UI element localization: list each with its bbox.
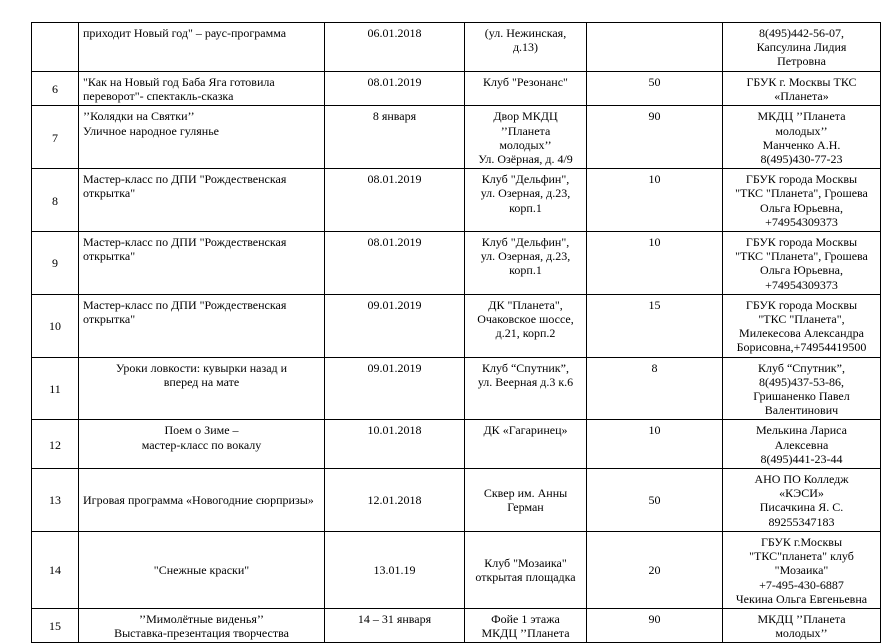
table-row [32, 531, 881, 608]
event-date: 09.01.2019 [325, 357, 465, 420]
event-title: Мастер-класс по ДПИ "Рождественская открытка" [79, 294, 325, 357]
participant-count: 50 [587, 469, 723, 532]
event-date: 09.01.2019 [325, 294, 465, 357]
table-row [32, 72, 881, 106]
event-place: Клуб "Резонанс" [465, 72, 587, 106]
organizer: МКДЦ ’’Планета молодых’’ [723, 608, 881, 642]
participant-count: 90 [587, 608, 723, 642]
event-date: 14 – 31 января [325, 608, 465, 642]
event-place: Клуб "Дельфин", ул. Озерная, д.23, корп.1 [465, 232, 587, 295]
table-row [32, 232, 881, 295]
event-place: Клуб "Мозаика" открытая площадка [465, 531, 587, 608]
row-number: 8 [32, 169, 79, 232]
event-title: ’’Колядки на Святки’’ Уличное народное гулянье [79, 106, 325, 169]
event-place: Двор МКДЦ ’’Планета молодых’’ Ул. Озёрная, д. 4/9 [465, 106, 587, 169]
document-page [31, 22, 881, 643]
table-row [32, 23, 881, 72]
row-number: 11 [32, 357, 79, 420]
participant-count: 10 [587, 232, 723, 295]
event-place: Клуб “Спутник”, ул. Веерная д.3 к.6 [465, 357, 587, 420]
table-row [32, 294, 881, 357]
organizer: АНО ПО Колледж «КЭСИ» Писачкина Я. С. 89255347183 [723, 469, 881, 532]
events-table [31, 22, 881, 643]
organizer: ГБУК г. Москвы ТКС «Планета» [723, 72, 881, 106]
row-number: 14 [32, 531, 79, 608]
event-title: Мастер-класс по ДПИ "Рождественская открытка" [79, 232, 325, 295]
participant-count: 15 [587, 294, 723, 357]
event-place: Фойе 1 этажа МКДЦ ’’Планета [465, 608, 587, 642]
row-number: 12 [32, 420, 79, 469]
event-date: 8 января [325, 106, 465, 169]
event-date: 13.01.19 [325, 531, 465, 608]
event-title: приходит Новый год" – раус-программа [79, 23, 325, 72]
row-number: 15 [32, 608, 79, 642]
table-row [32, 420, 881, 469]
organizer: ГБУК города Москвы "ТКС "Планета", Милекесова Александра Борисовна,+74954419500 [723, 294, 881, 357]
organizer: ГБУК г.Москвы "ТКС"планета" клуб "Мозаика" +7-495-430-6887 Чекина Ольга Евгеньевна [723, 531, 881, 608]
table-row [32, 169, 881, 232]
participant-count: 10 [587, 420, 723, 469]
event-date: 08.01.2019 [325, 232, 465, 295]
event-date: 08.01.2019 [325, 169, 465, 232]
event-title: Игровая программа «Новогодние сюрпризы» [79, 469, 325, 532]
row-number: 6 [32, 72, 79, 106]
table-row [32, 106, 881, 169]
row-number: 13 [32, 469, 79, 532]
participant-count: 8 [587, 357, 723, 420]
event-title: Поем о Зиме – мастер-класс по вокалу [79, 420, 325, 469]
event-title: Уроки ловкости: кувырки назад и вперед на мате [79, 357, 325, 420]
participant-count: 90 [587, 106, 723, 169]
row-number: 10 [32, 294, 79, 357]
participant-count: 10 [587, 169, 723, 232]
row-number [32, 23, 79, 72]
organizer: ГБУК города Москвы "ТКС "Планета", Грошева Ольга Юрьевна, +74954309373 [723, 232, 881, 295]
event-date: 08.01.2019 [325, 72, 465, 106]
event-place: Сквер им. Анны Герман [465, 469, 587, 532]
event-place: ДК «Гагаринец» [465, 420, 587, 469]
event-place: Клуб "Дельфин", ул. Озерная, д.23, корп.1 [465, 169, 587, 232]
event-title: ’’Мимолётные виденья’’ Выставка-презентация творчества [79, 608, 325, 642]
event-date: 10.01.2018 [325, 420, 465, 469]
organizer: Мелькина Лариса Алексевна 8(495)441-23-44 [723, 420, 881, 469]
table-row [32, 357, 881, 420]
organizer: 8(495)442-56-07, Капсулина Лидия Петровна [723, 23, 881, 72]
participant-count: 20 [587, 531, 723, 608]
row-number: 9 [32, 232, 79, 295]
event-place: ДК "Планета", Очаковское шоссе, д.21, корп.2 [465, 294, 587, 357]
organizer: ГБУК города Москвы "ТКС "Планета", Грошева Ольга Юрьевна, +74954309373 [723, 169, 881, 232]
row-number: 7 [32, 106, 79, 169]
event-date: 12.01.2018 [325, 469, 465, 532]
event-title: "Как на Новый год Баба Яга готовила переворот"- спектакль-сказка [79, 72, 325, 106]
event-date: 06.01.2018 [325, 23, 465, 72]
table-row [32, 469, 881, 532]
participant-count [587, 23, 723, 72]
participant-count: 50 [587, 72, 723, 106]
event-place: (ул. Нежинская, д.13) [465, 23, 587, 72]
organizer: Клуб “Спутник”, 8(495)437-53-86, Гришаненко Павел Валентинович [723, 357, 881, 420]
event-title: Мастер-класс по ДПИ "Рождественская открытка" [79, 169, 325, 232]
event-title: "Снежные краски" [79, 531, 325, 608]
organizer: МКДЦ ’’Планета молодых’’ Манченко А.Н. 8(495)430-77-23 [723, 106, 881, 169]
